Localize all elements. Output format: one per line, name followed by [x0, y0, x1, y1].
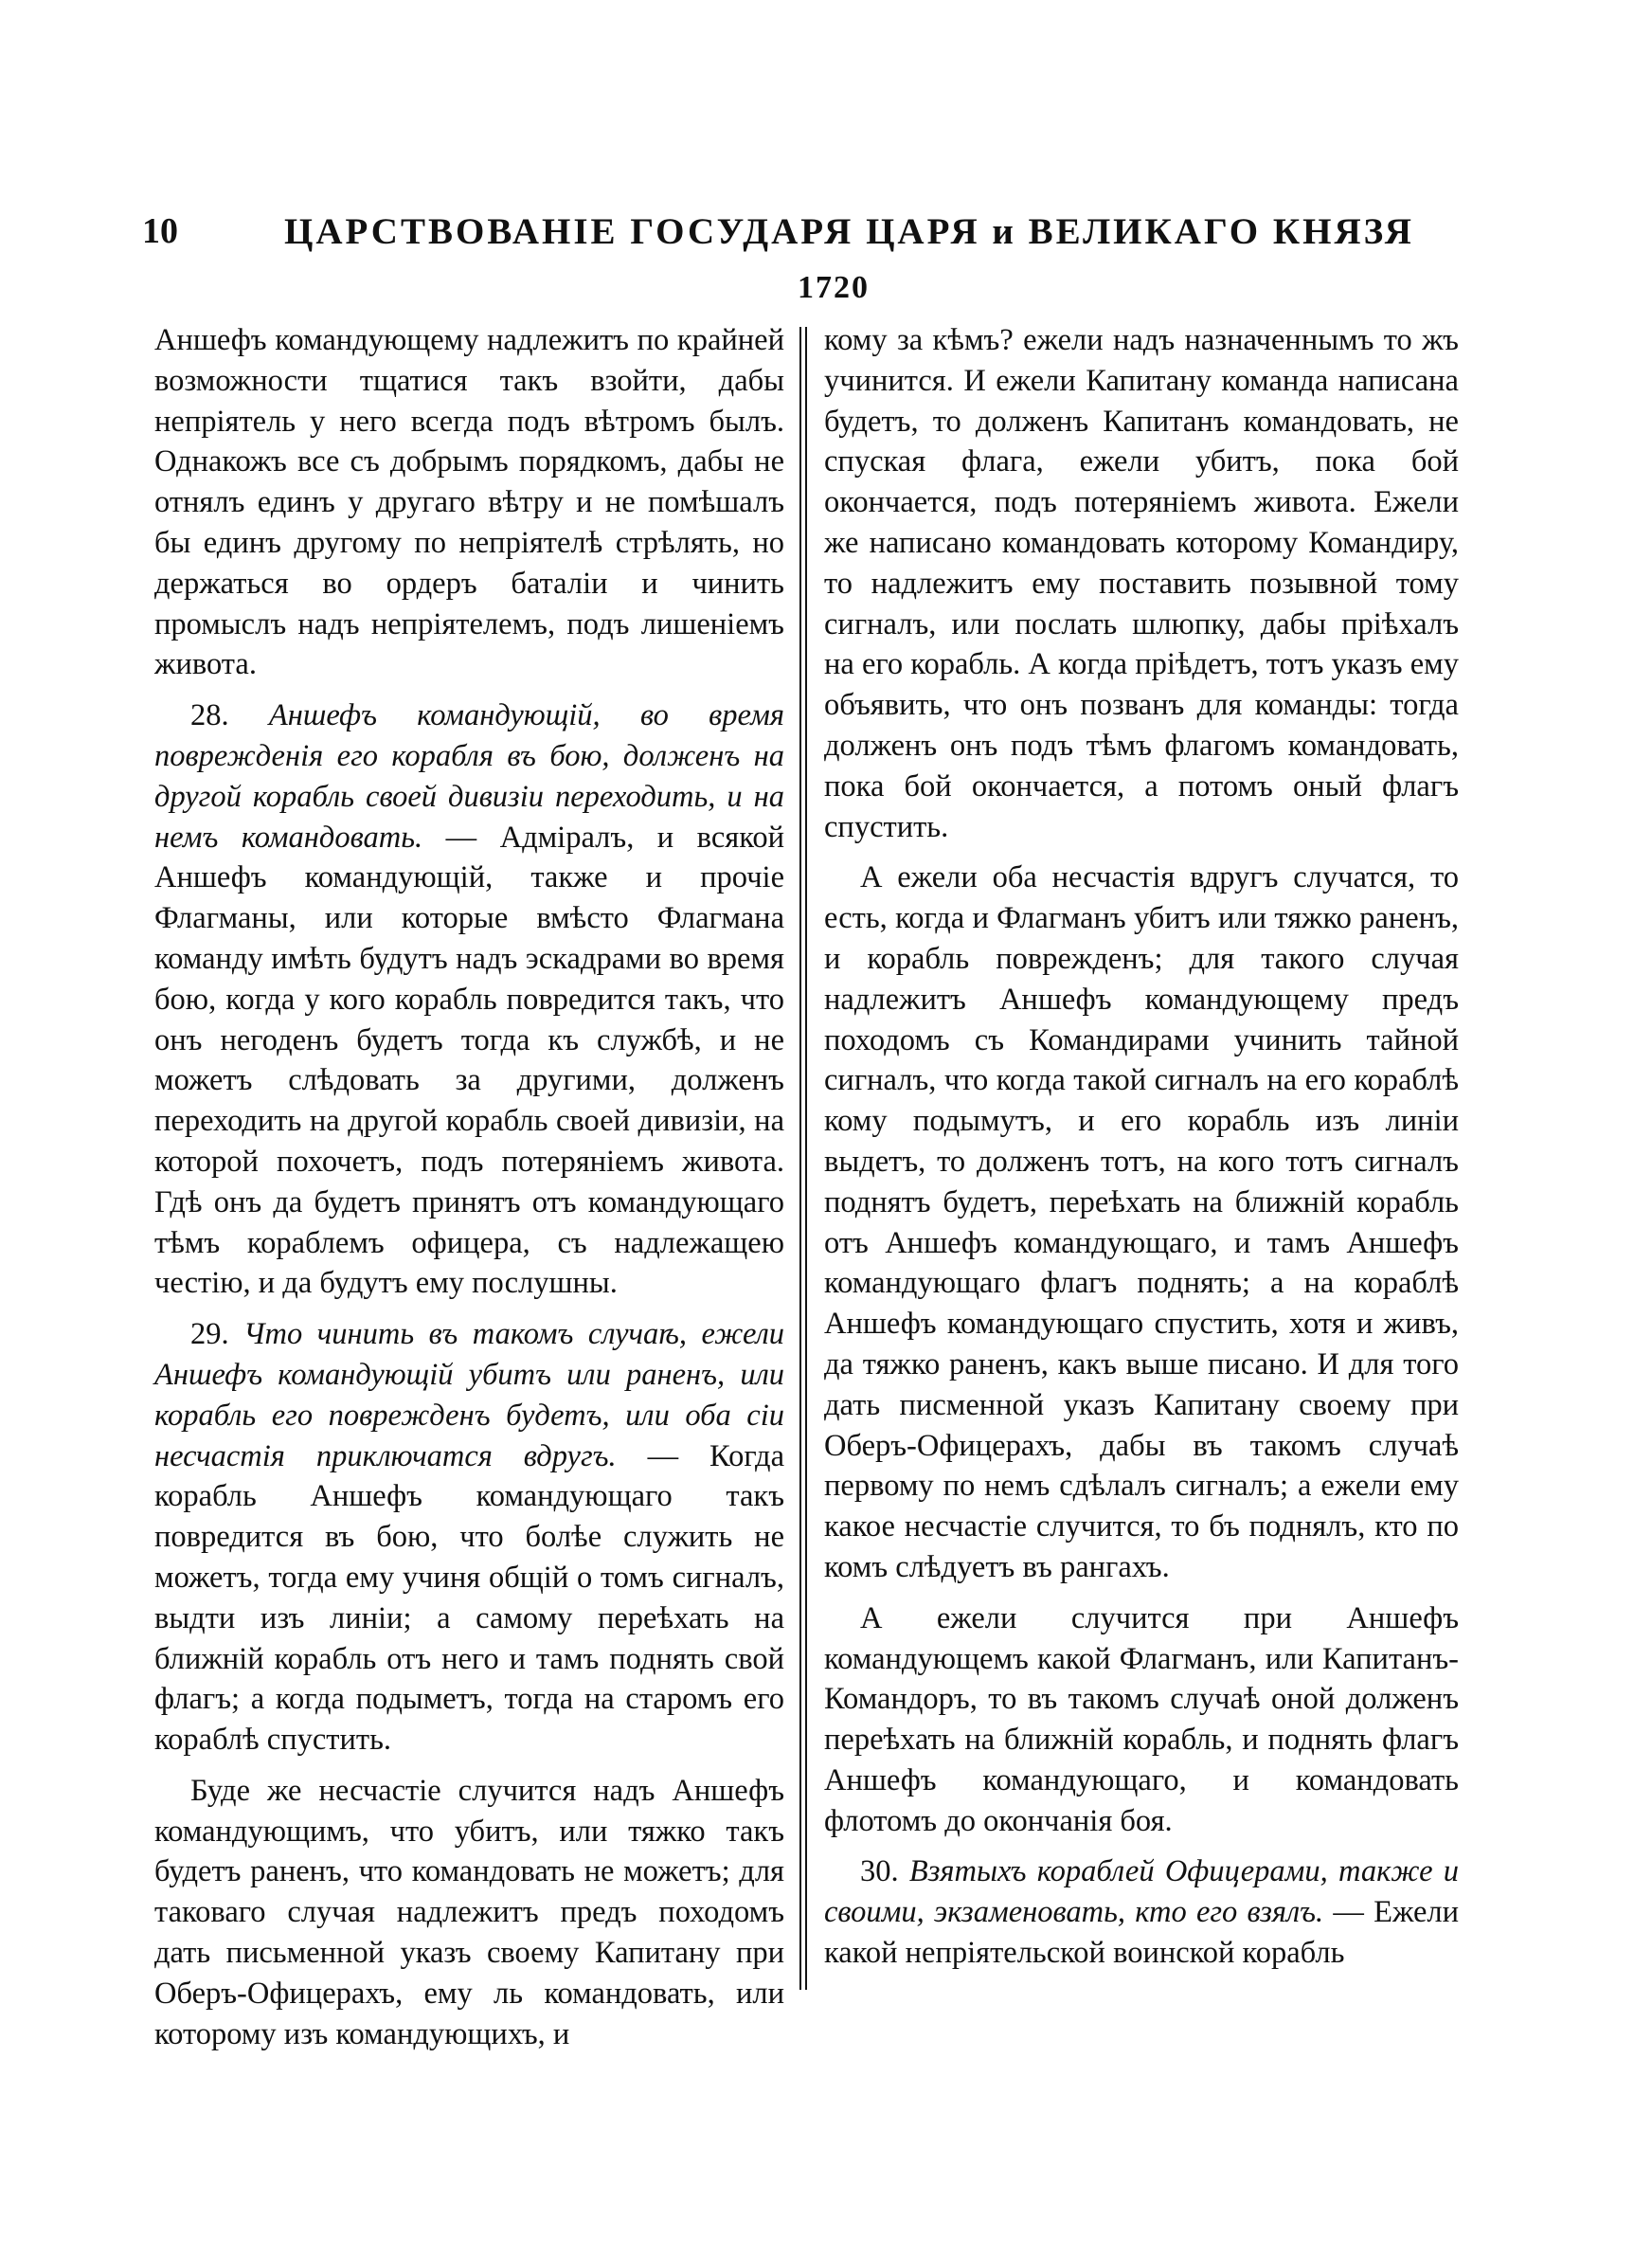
right-paragraph-2: А ежели оба несчастія вдругъ случатся, то есть, когда и Флагманъ убитъ или тяжко раненъ, и корабль поврежденъ; для такого случая надлежитъ Аншефъ командующему предъ походомъ съ Командирами учинить тайной сигналъ, что когда такой сигналъ на его кораблѣ кому подымутъ, и его корабль изъ линіи выдетъ, то долженъ тотъ, на кого тотъ сигналъ поднятъ будетъ, переѣхать на ближній корабль отъ Аншефъ командующаго, и тамъ Аншефъ командующаго флагъ поднять; а на кораблѣ Аншефъ командующаго спустить, хотя и живъ, да тяжко раненъ, какъ выше писано. И для того дать писменной указъ Капитану своему при Оберъ-Офицерахъ, дабы въ такомъ случаѣ первому по немъ сдѣлалъ сигналъ; а ежели ему какое несчастіе случится, то бъ поднялъ, кто по комъ слѣдуетъ въ рангахъ.	[824, 860, 1459, 1584]
right-paragraph-1: кому за кѣмъ? ежели надъ назначеннымъ то жъ учинится. И ежели Капитану команда написана будетъ, то долженъ Капитанъ командовать, не спуская флага, ежели убитъ, пока бой окончается, подъ потеряніемъ живота. Ежели же написано командовать которому Командиру, то надлежитъ ему поставить позывной тому сигналъ, или послать шлюпку, дабы пріѣхалъ на его корабль. А когда пріѣдетъ, тотъ указъ ему объявить, что онъ позванъ для команды: тогда долженъ онъ подъ тѣмъ флагомъ командовать, пока бой окончается, а потомъ оный флагъ спустить.	[824, 323, 1459, 844]
page-number: 10	[142, 211, 178, 251]
article-28-number: 28.	[190, 698, 229, 733]
article-30-number: 30.	[860, 1854, 899, 1889]
column-rule	[799, 327, 807, 1990]
left-paragraph-4: Буде же несчастіе случится надъ Аншефъ командующимъ, что убитъ, или тяжко такъ будетъ раненъ, что командовать не можетъ; для таковаго случая надлежитъ предъ походомъ дать письменной указъ своему Капитану при Оберъ-Офицерахъ, ему ль командовать, или которому изъ командующихъ, и	[154, 1773, 784, 2051]
article-29	[154, 1314, 784, 1760]
right-paragraph-3: А ежели случится при Аншефъ командующемъ какой Флагманъ, или Капитанъ-Командоръ, то въ такомъ случаѣ оной долженъ переѣхать на ближній корабль, и поднять флагъ Аншефъ командующаго, и командовать флотомъ до окончанія боя.	[824, 1600, 1459, 1838]
article-29-heading: Что чинить въ такомъ случаѣ, ежели Аншефъ командующій убитъ или раненъ, или корабль его поврежденъ будетъ, или оба сіи несчастія приключатся вдругъ.	[154, 1317, 785, 1473]
right-column	[824, 320, 1459, 1984]
left-paragraph-1: Аншефъ командующему надлежитъ по крайней возможности тщатися такъ взойти, дабы непріятель у него всегда подъ вѣтромъ былъ. Однакожъ все съ добрымъ порядкомъ, дабы не отнялъ единъ у другаго вѣтру и не помѣшалъ бы единъ другому по непріятелѣ стрѣлять, но держаться во ордеръ баталіи и чинить промыслъ надъ непріятелемъ, подъ лишеніемъ живота.	[154, 323, 784, 682]
article-30-heading: Взятыхъ кораблей Офицерами, также и своими, экзаменовать, кто его взялъ.	[824, 1854, 1459, 1930]
article-30-text: — Ежели какой непріятельской воинской корабль	[824, 1895, 1460, 1971]
article-28-heading: Аншефъ командующій, во время поврежденія его корабля въ бою, долженъ на другой корабль своей дивизіи переходить, и на немъ командовать.	[154, 698, 785, 855]
article-30	[824, 1851, 1459, 1973]
article-28-text: — Адміралъ, и всякой Аншефъ командующій, также и прочіе Флагманы, или которые вмѣсто Флагмана команду имѣть будутъ надъ эскадрами во время бою, когда у кого корабль повредится такъ, что онъ негоденъ будетъ тогда къ службѣ, и не можетъ слѣдовать за другими, долженъ переходить на другой корабль своей дивизіи, на которой похочетъ, подъ потеряніемъ живота. Гдѣ онъ да будетъ принятъ отъ командующаго тѣмъ кораблемъ офицера, съ надлежащею честію, и да будутъ ему послушны.	[154, 820, 784, 1301]
article-29-number: 29.	[190, 1317, 229, 1352]
running-title: ЦАРСТВОВАНІЕ ГОСУДАРЯ ЦАРЯ и ВЕЛИКАГО КНЯЗЯ	[284, 211, 1414, 252]
article-28	[154, 695, 784, 1304]
article-29-text: — Когда корабль Аншефъ командующаго такъ повредится въ бою, что болѣе служить не можетъ, тогда ему учиня общій о томъ сигналъ, выдти изъ линіи; а самому переѣхать на ближній корабль отъ него и тамъ поднять свой флагъ; а когда подыметъ, тогда на старомъ его кораблѣ спустить.	[154, 1438, 784, 1758]
year-heading: 1720	[798, 270, 870, 305]
left-column	[154, 320, 784, 2065]
